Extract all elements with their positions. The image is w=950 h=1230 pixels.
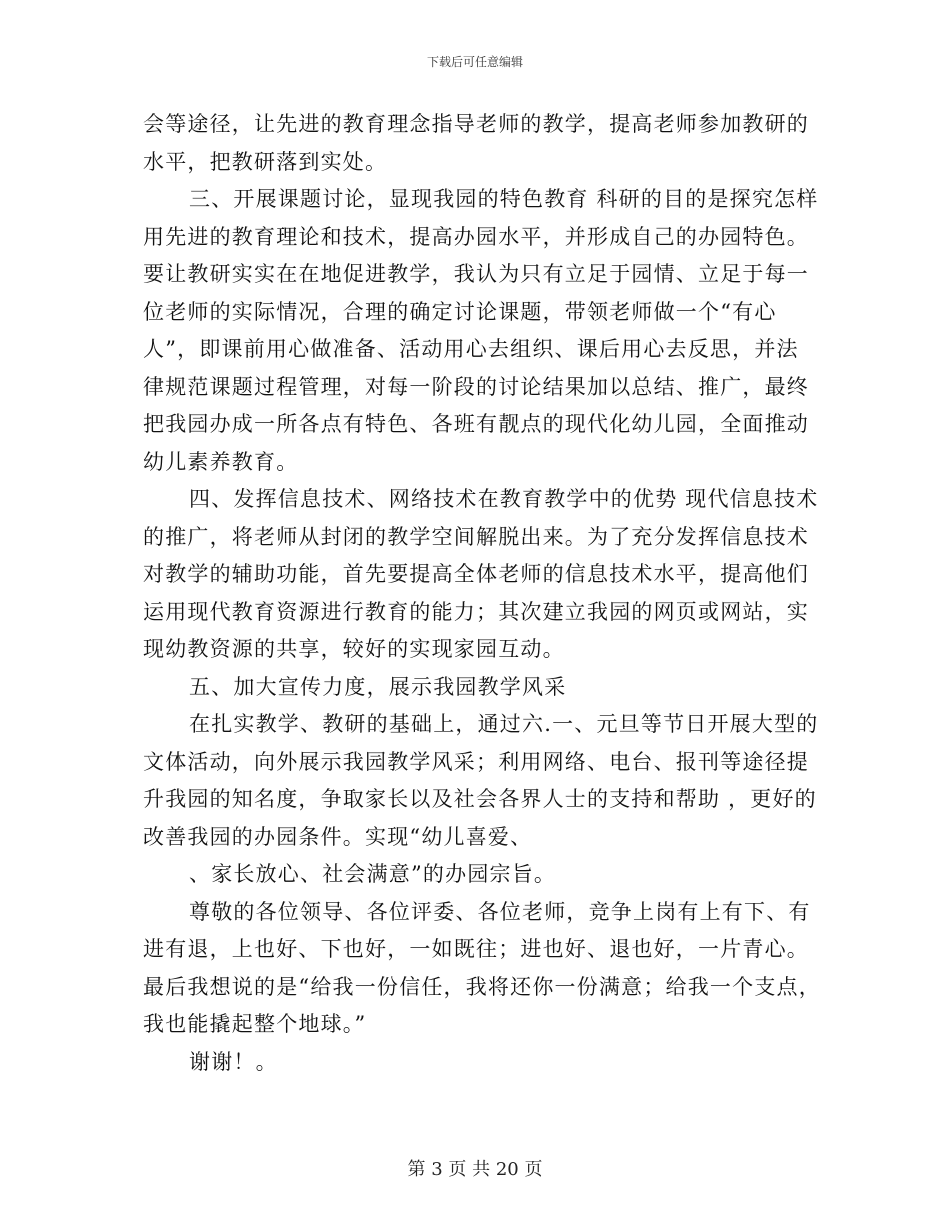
text-line: 对教学的辅助功能，首先要提高全体老师的信息技术水平，提高他们: [143, 562, 809, 586]
text-line: 最后我想说的是“给我一份信任，我将还你一份满意；给我一个支点，: [143, 974, 821, 999]
text-line: 位老师的实际情况，合理的确定讨论课题，带领老师做一个“有心: [143, 299, 777, 324]
body-text: [143, 106, 821, 1081]
text-line: 把我园办成一所各点有特色、各班有靓点的现代化幼儿园，全面推动: [143, 412, 809, 436]
closing-paragraph: 尊敬的各位领导、各位评委、各位老师，竞争上岗有上有下、有: [189, 899, 811, 924]
text-line: 律规范课题过程管理，对每一阶段的讨论结果加以总结、推广，最终: [143, 374, 809, 399]
text-line: 、家长放心、社会满意”的办园宗旨。: [189, 862, 557, 886]
text-line: 文体活动，向外展示我园教学风采；利用网络、电台、报刊等途径提: [143, 749, 809, 774]
text-line: 我也能撬起整个地球。”: [143, 1012, 367, 1036]
text-line: 现幼教资源的共享，较好的实现家园互动。: [143, 637, 565, 661]
text-line: 水平，把教研落到实处。: [143, 149, 388, 174]
section-heading-3: 三、开展课题讨论，显现我园的特色教育 科研的目的是探究怎样: [189, 187, 819, 211]
section-heading-4: 四、发挥信息技术、网络技术在教育教学中的优势 现代信息技术: [189, 487, 819, 511]
text-line: 运用现代教育资源进行教育的能力；其次建立我园的网页或网站，实: [143, 599, 809, 624]
text-line: 的推广，将老师从封闭的教学空间解脱出来。为了充分发挥信息技术: [143, 524, 809, 549]
page-number-footer: 第 3 页 共 20 页: [407, 1159, 543, 1180]
text-line: 会等途径，让先进的教育理念指导老师的教学，提高老师参加教研的: [143, 112, 809, 136]
text-line: 要让教研实实在在地促进教学，我认为只有立足于园情、立足于每一: [143, 262, 809, 286]
text-line: 升我园的知名度，争取家长以及社会各界人士的支持和帮助 ，更好的: [143, 787, 817, 811]
text-line: 用先进的教育理论和技术，提高办园水平，并形成自己的办园特色。: [143, 224, 809, 249]
text-line: 在扎实教学、教研的基础上，通过六.一、元旦等节日开展大型的: [189, 712, 819, 736]
header-note: 下载后可任意编辑: [426, 55, 523, 69]
section-heading-5: 五、加大宣传力度，展示我园教学风采: [189, 674, 567, 699]
text-line: 改善我园的办园条件。实现“幼儿喜爱、: [143, 824, 533, 849]
text-line: 人”，即课前用心做准备、活动用心去组织、课后用心去反思，并法: [143, 337, 799, 361]
thanks-line: 谢谢！。: [189, 1049, 278, 1074]
text-line: 进有退，上也好、下也好，一如既往；进也好、退也好，一片青心。: [143, 937, 809, 961]
text-line: 幼儿素养教育。: [143, 449, 299, 474]
